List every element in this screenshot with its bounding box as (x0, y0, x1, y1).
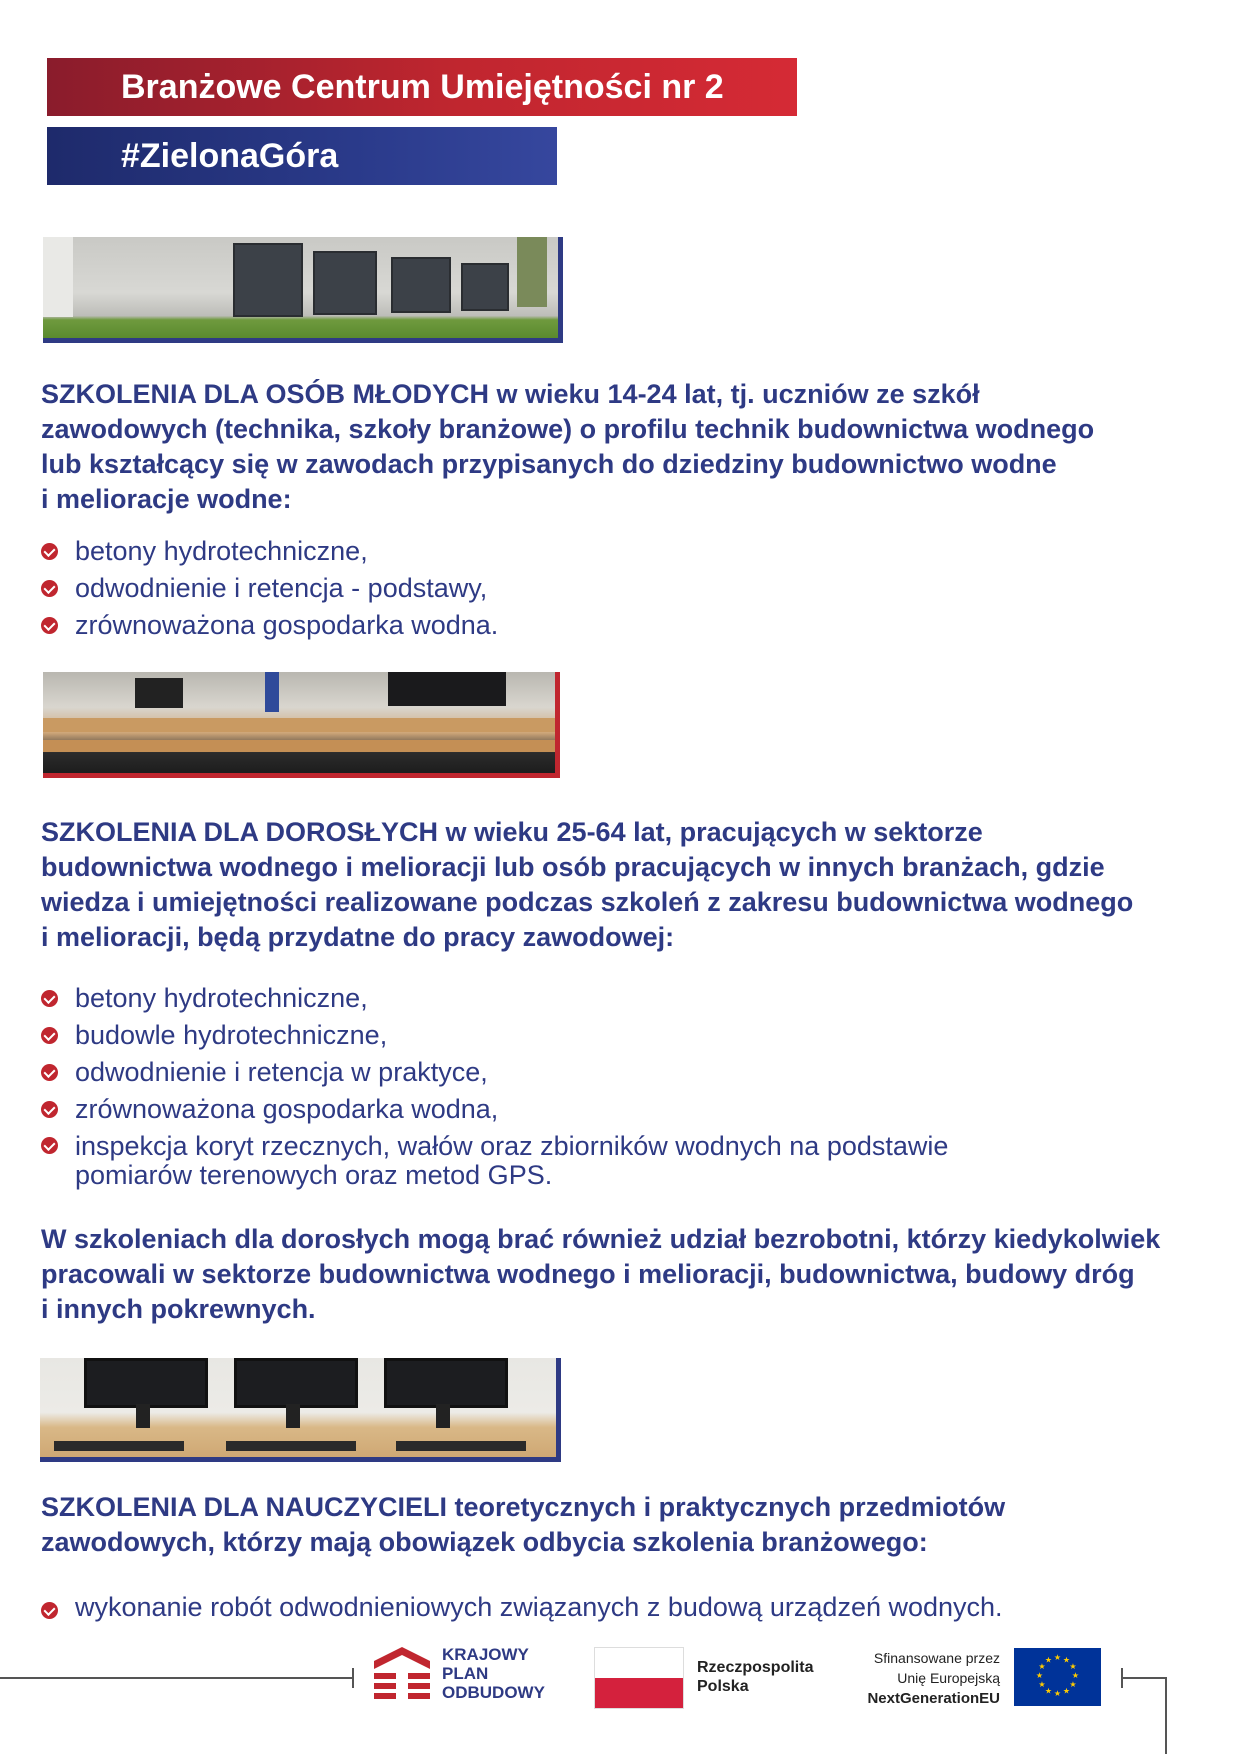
svg-text:★: ★ (1053, 1653, 1062, 1662)
adult-training-list (41, 980, 948, 1190)
list-item: wykonanie robót odwodnieniowych związanych z budową urządzeń wodnych. (41, 1589, 1003, 1626)
footer-line-right-down (1165, 1677, 1167, 1754)
teacher-training-list (41, 1589, 1003, 1626)
text-line: lub kształcący się w zawodach przypisanych do dziedziny budownictwo wodne (41, 449, 1057, 479)
teacher-training-description (41, 1490, 1005, 1560)
classroom-photo (43, 672, 560, 778)
svg-text:★: ★ (1038, 1680, 1046, 1689)
text-line: i innych pokrewnych. (41, 1294, 316, 1324)
text-line: w wieku 14-24 lat, tj. uczniów ze szkół (489, 379, 980, 409)
text-line: i melioracje wodne: (41, 484, 292, 514)
text-line: budownictwa wodnego i melioracji lub osób pracujących w innych branżach, gdzie (41, 852, 1105, 882)
list-item: odwodnienie i retencja - podstawy, (41, 570, 498, 607)
text-line: pracowali w sektorze budownictwa wodnego i melioracji, budownictwa, budowy dróg (41, 1259, 1135, 1289)
check-icon (41, 1137, 58, 1154)
check-icon (41, 1602, 58, 1619)
check-icon (41, 543, 58, 560)
poland-flag-icon (594, 1647, 684, 1709)
text-line: i melioracji, będą przydatne do pracy zawodowej: (41, 922, 675, 952)
svg-text:★: ★ (1044, 1686, 1053, 1696)
svg-text:★: ★ (1062, 1686, 1071, 1696)
list-item: betony hydrotechniczne, (41, 980, 948, 1017)
list-item: inspekcja koryt rzecznych, wałów oraz zbiorników wodnych na podstawie pomiarów terenowych oraz metod GPS. (41, 1128, 948, 1190)
svg-text:★: ★ (1038, 1662, 1046, 1671)
list-item: zrównoważona gospodarka wodna. (41, 607, 498, 644)
svg-text:★: ★ (1044, 1655, 1053, 1665)
rzeczpospolita-label: Rzeczpospolita Polska (697, 1659, 814, 1695)
svg-text:★: ★ (1071, 1671, 1080, 1680)
text-line: wiedza i umiejętności realizowane podczas szkoleń z zakresu budownictwa wodnego (41, 887, 1134, 917)
youth-training-description (41, 377, 1094, 517)
svg-text:★: ★ (1035, 1671, 1044, 1680)
svg-text:★: ★ (1062, 1655, 1071, 1665)
list-item: betony hydrotechniczne, (41, 533, 498, 570)
footer-line-left (0, 1677, 353, 1679)
hashtag-banner (47, 127, 557, 185)
check-icon (41, 580, 58, 597)
check-icon (41, 1064, 58, 1081)
computer-lab-photo (40, 1358, 561, 1462)
kpo-logo-text: KRAJOWY PLAN ODBUDOWY (442, 1645, 545, 1702)
svg-text:★: ★ (1069, 1662, 1077, 1671)
list-item: budowle hydrotechniczne, (41, 1017, 948, 1054)
eu-flag-icon (1014, 1648, 1101, 1706)
check-icon (41, 990, 58, 1007)
teacher-training-heading: SZKOLENIA DLA NAUCZYCIELI (41, 1492, 447, 1522)
building-photo (43, 237, 563, 343)
kpo-logo-icon (374, 1647, 430, 1705)
svg-text:★: ★ (1069, 1680, 1077, 1689)
text-line: zawodowych, którzy mają obowiązek odbycia szkolenia branżowego: (41, 1527, 928, 1557)
footer-line-right (1122, 1677, 1167, 1679)
check-icon (41, 1027, 58, 1044)
adult-training-heading: SZKOLENIA DLA DOROSŁYCH (41, 817, 438, 847)
list-item: zrównoważona gospodarka wodna, (41, 1091, 948, 1128)
footer-line-left-cap (352, 1668, 354, 1688)
check-icon (41, 617, 58, 634)
youth-training-heading: SZKOLENIA DLA OSÓB MŁODYCH (41, 379, 489, 409)
hashtag-label: #ZielonaGóra (121, 137, 339, 175)
text-line: teoretycznych i praktycznych przedmiotów (447, 1492, 1006, 1522)
page-title: Branżowe Centrum Umiejętności nr 2 (121, 68, 724, 106)
check-icon (41, 1101, 58, 1118)
title-banner (47, 58, 797, 116)
eu-funding-label: Sfinansowane przez Unię Europejską NextGenerationEU (867, 1650, 1000, 1707)
text-line: W szkoleniach dla dorosłych mogą brać również udział bezrobotni, którzy kiedykolwiek (41, 1224, 1161, 1254)
svg-text:★: ★ (1053, 1689, 1062, 1698)
text-line: w wieku 25-64 lat, pracujących w sektorze (438, 817, 983, 847)
list-item: odwodnienie i retencja w praktyce, (41, 1054, 948, 1091)
adult-training-description (41, 815, 1133, 955)
text-line: zawodowych (technika, szkoły branżowe) o profilu technik budownictwa wodnego (41, 414, 1095, 444)
youth-training-list (41, 533, 498, 644)
unemployed-note (41, 1222, 1160, 1327)
